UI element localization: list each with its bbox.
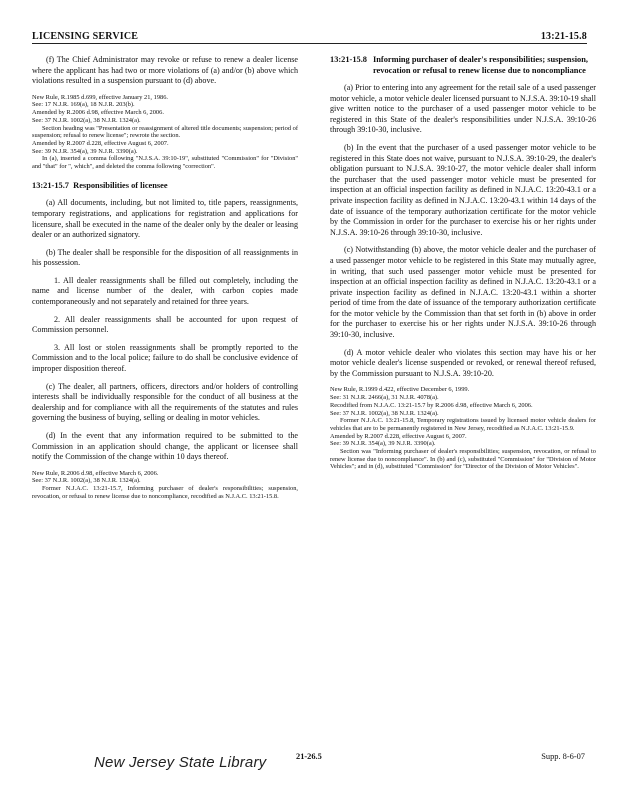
left-column <box>32 55 298 509</box>
running-header <box>32 28 587 42</box>
section-heading-15-7 <box>32 181 298 192</box>
section-number: 13:21-15.7 <box>32 180 69 190</box>
history-line: See: 39 N.J.R. 354(a), 39 N.J.R. 3390(a). <box>330 440 436 448</box>
paragraph-a: (a) All documents, including, but not limited to, title papers, reassignments, temporary registrations, and applications for registration and applications for licensure, shall be executed in the name of the dealer only by the dealer or leasing dealer or an authorized signatory. <box>32 198 298 240</box>
history-line: In (a), inserted a comma following "N.J.S.A. 39:10-19", substituted "Commission" for "Division" and "that" for ", which", and deleted the comma following "correction". <box>32 155 298 171</box>
history-line: Amended by R.2006 d.98, effective March 6, 2006. <box>32 109 164 117</box>
page-footer <box>0 752 619 776</box>
history-line: Section heading was "Presentation or reassignment of altered title documents; suspension; period of suspension; refusal to renew license"; rewrote the section. <box>32 124 298 140</box>
history-note-15-7 <box>32 470 298 501</box>
section-title: Informing purchaser of dealer's responsibilities; suspension, revocation or refusal to renew license due to noncompliance <box>372 55 588 75</box>
page-number: 21-26.5 <box>296 752 322 761</box>
header-rule <box>32 43 587 44</box>
history-line: Former N.J.A.C. 13:21-15.8, Temporary registrations issued by licensed motor vehicle dealers for vehicles that are to be permanently registered in New Jersey, recodified as N.J.A.C. 13:21-15.9. <box>330 417 596 432</box>
history-line: See: 17 N.J.R. 169(a), 18 N.J.R. 203(b). <box>32 101 135 109</box>
right-column <box>330 55 596 479</box>
paragraph-b: (b) The dealer shall be responsible for the disposition of all reassignments in his possession. <box>32 247 298 268</box>
history-line: See: 37 N.J.R. 1002(a), 38 N.J.R. 1324(a). <box>32 116 141 124</box>
library-logo: New Jersey State Library <box>94 754 267 771</box>
history-line: See: 37 N.J.R. 1002(a), 38 N.J.R. 1324(a). <box>32 477 141 485</box>
paragraph-b-2: 2. All dealer reassignments shall be accounted for upon request of Commission personnel. <box>32 314 298 335</box>
history-note-15-6 <box>32 94 298 171</box>
paragraph-d: (d) A motor vehicle dealer who violates this section may have his or her motor vehicle dealer's license suspended or revoked, or renewal thereof refused, by the Commission pursuant to N.J.S.A. 39:10-20. <box>330 347 596 378</box>
paragraph-f: (f) The Chief Administrator may revoke or refuse to renew a dealer license where the applicant has had two or more violations of (a) and/or (b) above which violations resulted in a suspension pursuant to (d) above. <box>32 55 298 86</box>
paragraph-c: (c) The dealer, all partners, officers, directors and/or holders of controlling interests shall be individually responsible for the conduct of all business at the dealership and for compliance with all the requirements of the statutes and rules governing the business of buying, selling or dealing in motor vehicles. <box>32 381 298 423</box>
header-chapter-title: LICENSING SERVICE <box>32 31 139 42</box>
section-heading-15-8 <box>330 55 596 76</box>
section-title: Responsibilities of licensee <box>73 180 168 190</box>
history-line: New Rule, R.1985 d.699, effective January 21, 1986. <box>32 93 169 101</box>
header-section-number: 13:21-15.8 <box>540 31 587 42</box>
history-line: See: 37 N.J.R. 1002(a), 38 N.J.R. 1324(a). <box>330 409 439 417</box>
history-line: See: 31 N.J.R. 2466(a), 31 N.J.R. 4078(a). <box>330 394 439 402</box>
history-line: Recodified from N.J.A.C. 13:21-15.7 by R.2006 d.98, effective March 6, 2006. <box>330 401 533 409</box>
paragraph-b: (b) In the event that the purchaser of a used passenger motor vehicle to be registered in this State does not waive, pursuant to N.J.S.A. 39:10-29, the dealer's obligation pursuant to N.J.S.A. 39:10-27, the motor vehicle dealer shall inform the purchaser that the used passenger motor vehicle must be presented for inspection at an official inspection facility as defined in N.J.A.C. 13:20-43.1 or a private inspection facility as defined in N.J.A.C. 13:20-43.1 within 14 days of the date of issuance of the temporary authorization certificate for the motor vehicle by the Commission in order for the purchaser to exercise his or her rights under N.J.S.A. 39:10-26 through 39:10-30, inclusive. <box>330 142 596 237</box>
paragraph-c: (c) Notwithstanding (b) above, the motor vehicle dealer and the purchaser of a used passenger motor vehicle to be registered in this State may mutually agree, in writing, that such used passenger motor vehicle must be presented for inspection at an official inspection facility as defined in N.J.A.C. 13:20-43.1 or a private inspection facility as defined in N.J.A.C. 13:20-43.1 within a shorter period of time from the date of issuance of the temporary authorization certificate for the motor vehicle by the Commission than that set forth in (b) above in order for the purchaser to exercise his or her rights under N.J.S.A. 39:10-26 through 39:10-30, inclusive. <box>330 245 596 340</box>
history-line: See: 39 N.J.R. 354(a), 39 N.J.R. 3390(a). <box>32 147 138 155</box>
history-line: Amended by R.2007 d.228, effective August 6, 2007. <box>330 432 467 440</box>
history-line: Former N.J.A.C. 13:21-15.7, Informing purchaser of dealer's responsibilities; suspension, revocation, or refusal to renew license due to noncompliance, recodified as N.J.A.C. 13:21-15.8. <box>32 485 298 500</box>
paragraph-d: (d) In the event that any information required to be submitted to the Commission in an application should change, the applicant or licensee shall notify the Commission of the change within 10 days thereof. <box>32 431 298 462</box>
history-line: New Rule, R.2006 d.98, effective March 6, 2006. <box>32 469 159 477</box>
supplement-date: Supp. 8-6-07 <box>541 752 585 761</box>
history-line: Amended by R.2007 d.228, effective August 6, 2007. <box>32 140 169 147</box>
paragraph-a: (a) Prior to entering into any agreement for the retail sale of a used passenger motor vehicle, a motor vehicle dealer licensed pursuant to N.J.S.A. 39:10-19 shall give written notice to the purchaser of a used passenger motor vehicle to be registered in this State of the dealer's responsibilities under N.J.S.A. 39:10-26 through 39:10-30, inclusive. <box>330 83 596 135</box>
history-line: Section was "Informing purchaser of dealer's responsibilities; suspension, revocation, or refusal to renew license due to noncompliance". In (b) and (c), substituted "Commission" for "Division of Motor Vehicles"; and in (d), substituted "Commission" for "Director of the Division of Motor Vehicles". <box>330 448 596 471</box>
history-line: New Rule, R.1999 d.422, effective December 6, 1999. <box>330 386 470 394</box>
section-number: 13:21-15.8 <box>330 55 367 64</box>
history-note-15-8 <box>330 386 596 471</box>
paragraph-b-1: 1. All dealer reassignments shall be filled out completely, including the name and license number of the dealer, with carbon copies made contemporaneously and not separately and retained for three years. <box>32 275 298 307</box>
paragraph-b-3: 3. All lost or stolen reassignments shall be promptly reported to the Commission and to the local police; failure to do shall be conclusive evidence of improper disposition thereof. <box>32 342 298 374</box>
